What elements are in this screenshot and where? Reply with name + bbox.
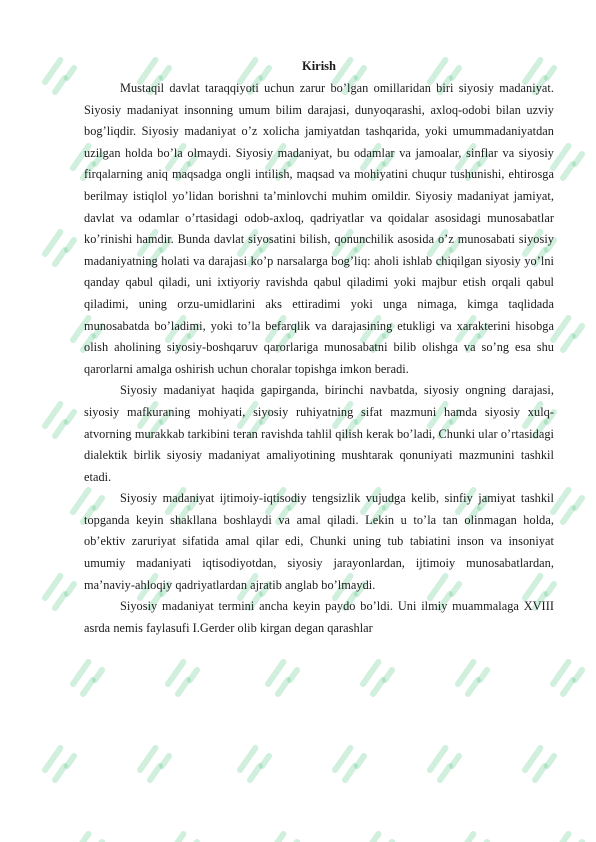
watermark-dash bbox=[178, 680, 188, 694]
watermark-dash bbox=[373, 680, 383, 694]
paragraph-4: Siyosiy madaniyat termini ancha keyin paydo bo’ldi. Uni ilmiy muammalaga XVIII asrda nemis faylasufi I.Gerder olib kirgan degan qarashlar bbox=[84, 599, 554, 635]
watermark-dash bbox=[67, 68, 74, 78]
watermark-dash bbox=[535, 766, 545, 780]
watermark-dash bbox=[162, 756, 169, 766]
watermark-dash bbox=[67, 756, 74, 766]
watermark-dash bbox=[190, 670, 197, 680]
watermark-dash bbox=[67, 412, 74, 422]
watermark-dash bbox=[55, 594, 65, 608]
watermark-dash bbox=[250, 766, 260, 780]
watermark-dash bbox=[168, 662, 183, 684]
watermark-dash bbox=[575, 670, 582, 680]
watermark-dash bbox=[45, 404, 60, 426]
paragraph-1: Mustaqil davlat taraqqiyoti uchun zarur bo’lgan omillaridan biri siyosiy madaniyat. Siyosiy madaniyat insonning umum bilim darajasi, dunyoqarashi, axloq-odobi bilan uzviy bog’liqdir. Siyosiy madaniyat o’z xolicha jamiyatdan tashqarida, yoki umummadaniyatdan uzilgan holda bo’la olmaydi. Siyosiy madaniyat, bu odamlar va jamoalar, sinflar va siyosiy firqalarning aniq maqsadga ongli intilish, maqsad va mohiyatini chuqur tushunishi, ehtirosga berilmay istiqlol yo’lidan borishni ta’minlovchi muhim omildir. Siyosiy madaniyat jamiyat, davlat va odamlar o’rtasidagi odob-axloq, qadriyatlar va qoidalar asosidagi munosabatlar ko’rinishi hamdir. Bunda davlat siyosatini bilish, qonunchilik asosida o’z munosabati siyosiy madaniyatning holati va darajasi ko’p narsalarga bog’liq: aholi ishlab chiqilgan siyosiy yo’lni qanday qabul qiladi, uni ixtiyoriy ravishda qabul qiladimi yoki majbur etish orqali qabul qiladimi, uning orzu-umidlarini aks ettiradimi yoki unga nimaga, kimga taqlidada munosabatda bo’ladimi, yoki to’la befarqlik va darajasining etukligi va xarakterini hisobga olish aholining siyosiy-boshqaruv qarorlariga munosabatni bilib olishga va so’ng esa shu qarorlarni amalga oshirish uchun choralar topishga imkon beradi. bbox=[84, 81, 554, 376]
watermark-dash bbox=[575, 326, 582, 336]
document-page bbox=[84, 58, 554, 639]
watermark-dash bbox=[575, 498, 582, 508]
watermark-dash bbox=[45, 748, 60, 770]
watermark-dash bbox=[553, 146, 568, 168]
watermark-dash bbox=[140, 748, 155, 770]
watermark-dash bbox=[563, 164, 573, 178]
watermark-dash bbox=[45, 576, 60, 598]
watermark-dash bbox=[357, 756, 364, 766]
watermark-dash bbox=[240, 748, 255, 770]
watermark-dash bbox=[73, 662, 88, 684]
watermark-dash bbox=[553, 490, 568, 512]
watermark-dash bbox=[45, 232, 60, 254]
watermark-dash bbox=[345, 766, 355, 780]
watermark-dash bbox=[83, 680, 93, 694]
watermark-dash bbox=[150, 766, 160, 780]
watermark-dash bbox=[278, 680, 288, 694]
watermark-dash bbox=[45, 60, 60, 82]
watermark-dash bbox=[440, 766, 450, 780]
document-title: Kirish bbox=[301, 59, 337, 73]
watermark-dash bbox=[458, 834, 473, 842]
watermark-dash bbox=[55, 766, 65, 780]
watermark-dash bbox=[55, 422, 65, 436]
watermark-dash bbox=[430, 748, 445, 770]
watermark-dash bbox=[547, 756, 554, 766]
watermark-dash bbox=[563, 508, 573, 522]
watermark-dash bbox=[363, 834, 378, 842]
watermark-dash bbox=[480, 670, 487, 680]
watermark-dash bbox=[268, 662, 283, 684]
watermark-dash bbox=[55, 78, 65, 92]
watermark-dash bbox=[468, 680, 478, 694]
watermark-dash bbox=[363, 662, 378, 684]
watermark-dash bbox=[458, 662, 473, 684]
watermark-dash bbox=[335, 748, 350, 770]
watermark-dash bbox=[563, 680, 573, 694]
watermark-dash bbox=[268, 834, 283, 842]
watermark-dash bbox=[553, 318, 568, 340]
watermark-dash bbox=[385, 670, 392, 680]
watermark-dash bbox=[168, 834, 183, 842]
watermark-dash bbox=[563, 336, 573, 350]
watermark-dash bbox=[290, 670, 297, 680]
watermark-dash bbox=[553, 662, 568, 684]
watermark-dash bbox=[73, 834, 88, 842]
watermark-dash bbox=[67, 240, 74, 250]
paragraph-3: Siyosiy madaniyat ijtimoiy-iqtisodiy tengsizlik vujudga kelib, sinfiy jamiyat tashkil topganda keyin shakllana boshlaydi va amal qiladi. Lekin u to’la tan olinmagan holda, ob’ektiv zaruriyat sifatida amal qilar edi, Chunki uning tub tabiatini inson va insoniyat umumiy madaniyati iqtisodiyotdan, siyosiy jarayonlardan, ijtimoiy munosabatlardan, ma’naviy-ahloqiy qadriyatlardan ajratib anglab bo’lmaydi. bbox=[84, 491, 554, 592]
paragraph-2: Siyosiy madaniyat haqida gapirganda, birinchi navbatda, siyosiy ongning darajasi, siyosiy mafkuraning mohiyati, siyosiy ruhiyatning sifat mazmuni hamda siyosiy xulq-atvorning murakkab tarkibini teran ravishda tahlil qilish kerak bo’ladi, Chunki ular o’rtasidagi dialektik birlik siyosiy madaniyat amaliyotining mushtarak qonuniyati mazmunini tashkil etadi. bbox=[84, 383, 554, 484]
watermark-dash bbox=[262, 756, 269, 766]
watermark-dash bbox=[525, 748, 540, 770]
watermark-dash bbox=[55, 250, 65, 264]
watermark-dash bbox=[452, 756, 459, 766]
watermark-dash bbox=[95, 670, 102, 680]
watermark-dash bbox=[67, 584, 74, 594]
watermark-dash bbox=[553, 834, 568, 842]
watermark-dash bbox=[575, 154, 582, 164]
